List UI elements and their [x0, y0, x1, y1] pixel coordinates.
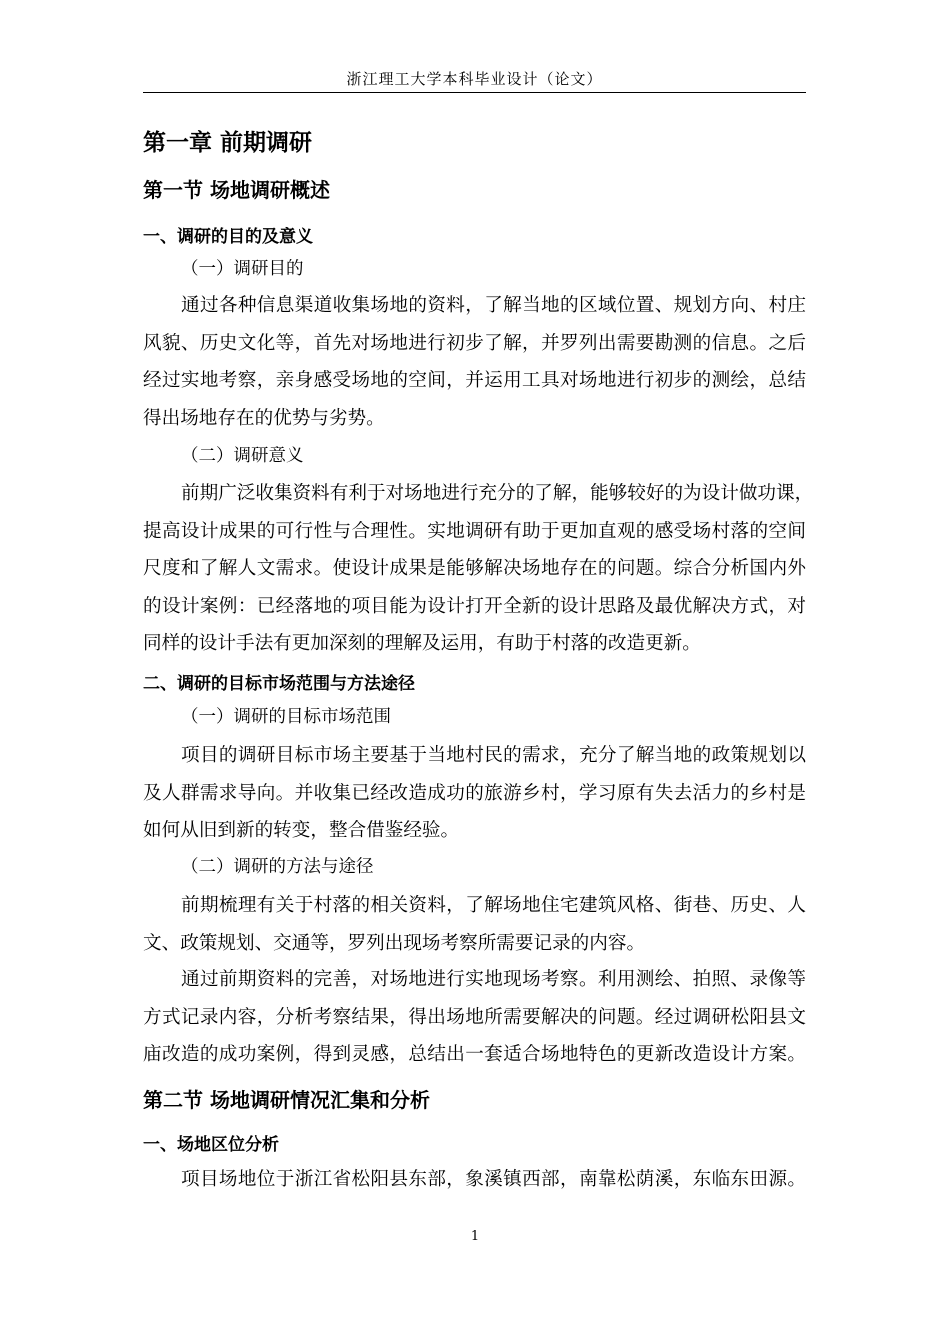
text-line: 如何从旧到新的转变，整合借鉴经验。	[143, 820, 460, 841]
header-rule	[143, 92, 806, 93]
text-line: 提高设计成果的可行性与合理性。实地调研有助于更加直观的感受场村落的空间	[143, 520, 806, 542]
text-line: 经过实地考察，亲身感受场地的空间，并运用工具对场地进行初步的测绘，总结	[143, 370, 806, 391]
text-line: 方式记录内容，分析考察结果，得出场地所需要解决的问题。经过调研松阳县文	[143, 1006, 806, 1028]
paragraph	[143, 737, 806, 850]
text-line: 前期梳理有关于村落的相关资料，了解场地住宅建筑风格、街巷、历史、人	[181, 895, 806, 916]
text-line: 及人群需求导向。并收集已经改造成功的旅游乡村，学习原有失去活力的乡村是	[143, 782, 806, 804]
paragraph	[143, 475, 814, 663]
text-line: 得出场地存在的优势与劣势。	[143, 407, 385, 429]
heading: 一、场地区位分析	[143, 1135, 279, 1155]
heading: 二、调研的目标市场范围与方法途径	[143, 674, 415, 694]
subheading: （二）调研意义	[181, 446, 304, 466]
text-line: 项目的调研目标市场主要基于当地村民的需求，充分了解当地的政策规划以	[181, 745, 806, 766]
text-line: 风貌、历史文化等，首先对场地进行初步了解，并罗列出需要勘测的信息。之后	[143, 332, 806, 354]
text-line: 文、政策规划、交通等，罗列出现场考察所需要记录的内容。	[143, 932, 646, 954]
text-line: 同样的设计手法有更加深刻的理解及运用，有助于村落的改造更新。	[143, 633, 701, 654]
text-line: 通过前期资料的完善，对场地进行实地现场考察。利用测绘、拍照、录像等	[181, 969, 806, 990]
subheading: （一）调研的目标市场范围	[181, 707, 391, 727]
subheading: （一）调研目的	[181, 259, 304, 279]
text-line: 项目场地位于浙江省松阳县东部，象溪镇西部，南靠松荫溪，东临东田源。	[181, 1169, 806, 1190]
paragraph	[143, 961, 806, 1074]
text-line: 前期广泛收集资料有利于对场地进行充分的了解，能够较好的为设计做功课，	[181, 483, 814, 504]
chapter-title: 第一章 前期调研	[143, 130, 313, 156]
paragraph	[143, 1161, 806, 1199]
page-number: 1	[470, 1229, 480, 1244]
text-line: 庙改造的成功案例，得到灵感，总结出一套适合场地特色的更新改造设计方案。	[143, 1044, 806, 1065]
text-line: 通过各种信息渠道收集场地的资料，了解当地的区域位置、规划方向、村庄	[181, 295, 806, 316]
subheading: （二）调研的方法与途径	[181, 857, 374, 877]
text-line: 的设计案例：已经落地的项目能为设计打开全新的设计思路及最优解决方式，对	[143, 595, 806, 617]
text-line: 尺度和了解人文需求。使设计成果是能够解决场地存在的问题。综合分析国内外	[143, 558, 806, 579]
section-title: 第一节 场地调研概述	[143, 178, 330, 202]
heading: 一、调研的目的及意义	[143, 227, 313, 247]
paragraph	[143, 287, 806, 437]
running-header: 浙江理工大学本科毕业设计（论文）	[346, 70, 603, 88]
paragraph	[143, 887, 806, 962]
section-title: 第二节 场地调研情况汇集和分析	[143, 1088, 430, 1112]
